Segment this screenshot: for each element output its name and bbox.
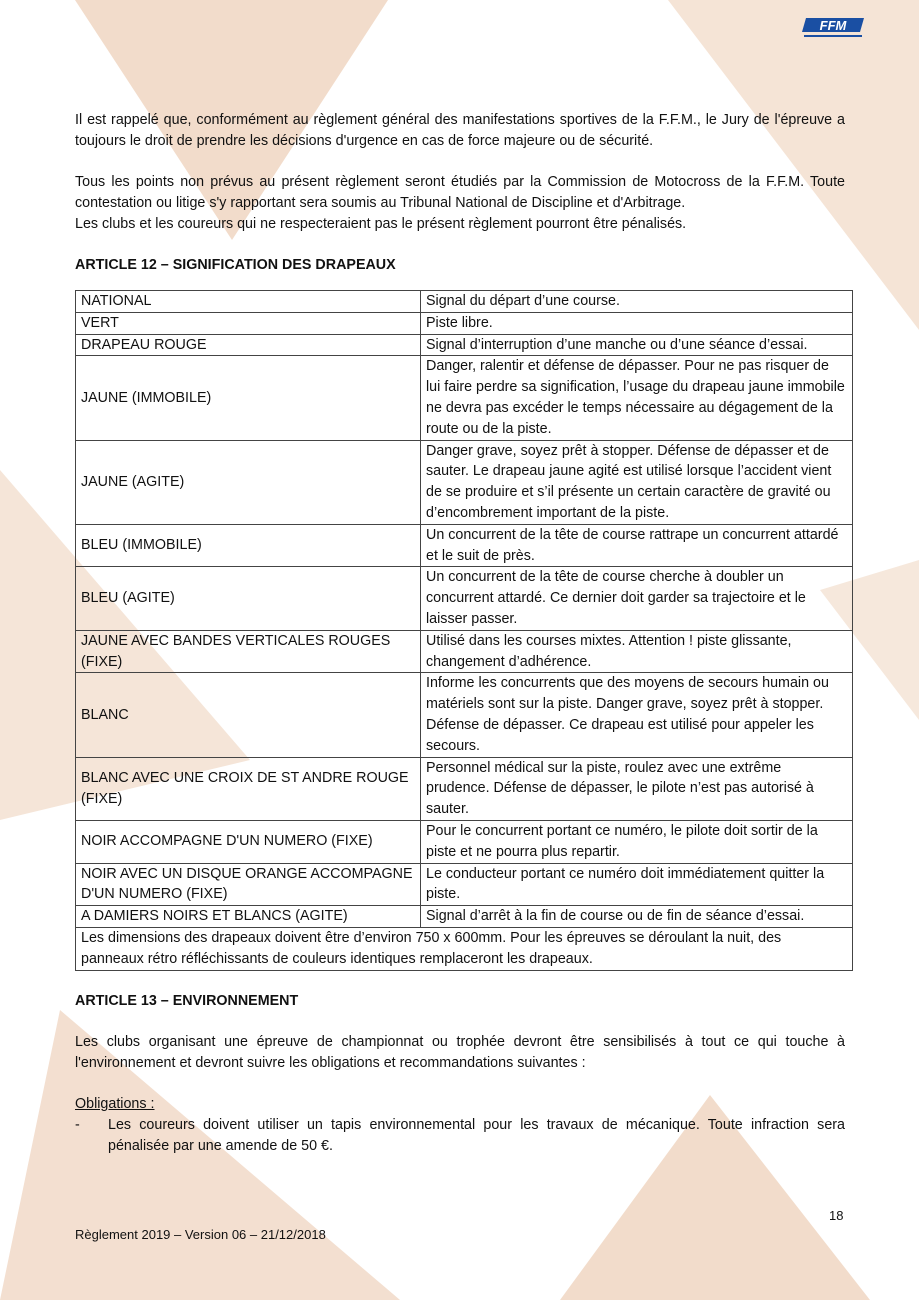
paragraph-jury: Il est rappelé que, conformément au règlement général des manifestations sportives de la F.F.M., le Jury de l'épreuve a toujours le droit de prendre les décisions d'urgence en cas de force majeure ou de sécurité. bbox=[75, 112, 845, 149]
flag-name: JAUNE (AGITE) bbox=[76, 440, 421, 524]
table-row bbox=[76, 863, 853, 906]
flag-meaning: Signal du départ d’une course. bbox=[421, 291, 853, 313]
table-row bbox=[76, 673, 853, 757]
flag-meaning: Signal d’arrêt à la fin de course ou de fin de séance d’essai. bbox=[421, 906, 853, 928]
table-note-row bbox=[76, 927, 853, 970]
table-row bbox=[76, 356, 853, 440]
flag-meaning: Un concurrent de la tête de course cherche à doubler un concurrent attardé. Ce dernier doit garder sa trajectoire et le laisser passer. bbox=[421, 567, 853, 630]
flag-meaning: Utilisé dans les courses mixtes. Attention ! piste glissante, changement d’adhérence. bbox=[421, 630, 853, 673]
obligation-text: Les coureurs doivent utiliser un tapis environnemental pour les travaux de mécanique. Toute infraction sera pénalisée par une amende de 50 €. bbox=[108, 1116, 845, 1154]
document-body bbox=[75, 110, 845, 1157]
flag-dimensions-note: Les dimensions des drapeaux doivent être d’environ 750 x 600mm. Pour les épreuves se déroulant la nuit, des panneaux rétro réfléchissants de couleurs identiques remplaceront les drapeaux. bbox=[76, 927, 853, 970]
flag-meaning: Danger grave, soyez prêt à stopper. Défense de dépasser et de sauter. Le drapeau jaune agité est utilisé lorsque l’accident vient de se produire et s’il présente un certain caractère de gravité ou d’encombrement important de la piste. bbox=[421, 440, 853, 524]
table-row bbox=[76, 906, 853, 928]
paragraph-commission: Tous les points non prévus au présent règlement seront étudiés par la Commission de Motocross de la F.F.M. Toute contestation ou litige s'y rapportant sera soumis au Tribunal National de Discipline et d'Arbitrage. bbox=[75, 174, 845, 211]
table-row bbox=[76, 312, 853, 334]
flag-name: VERT bbox=[76, 312, 421, 334]
list-item bbox=[75, 1115, 845, 1157]
table-row bbox=[76, 567, 853, 630]
flag-meaning: Un concurrent de la tête de course rattrape un concurrent attardé et le suit de près. bbox=[421, 524, 853, 567]
table-row bbox=[76, 757, 853, 820]
table-row bbox=[76, 291, 853, 313]
article-12-title: ARTICLE 12 – SIGNIFICATION DES DRAPEAUX bbox=[75, 257, 396, 273]
flag-name: BLEU (IMMOBILE) bbox=[76, 524, 421, 567]
flag-name: NOIR AVEC UN DISQUE ORANGE ACCOMPAGNE D'UN NUMERO (FIXE) bbox=[76, 863, 421, 906]
bullet-dash: - bbox=[75, 1116, 80, 1133]
table-row bbox=[76, 440, 853, 524]
flag-name: A DAMIERS NOIRS ET BLANCS (AGITE) bbox=[76, 906, 421, 928]
flag-name: BLANC bbox=[76, 673, 421, 757]
footer-version: Règlement 2019 – Version 06 – 21/12/2018 bbox=[75, 1227, 326, 1242]
flag-name: BLANC AVEC UNE CROIX DE ST ANDRE ROUGE (FIXE) bbox=[76, 757, 421, 820]
flag-name: JAUNE (IMMOBILE) bbox=[76, 356, 421, 440]
page-number: 18 bbox=[829, 1208, 844, 1223]
paragraph-environment-intro: Les clubs organisant une épreuve de championnat ou trophée devront être sensibilisés à tout ce qui touche à l'environnement et devront suivre les obligations et recommandations suivantes : bbox=[75, 1033, 845, 1071]
flag-name: NOIR ACCOMPAGNE D'UN NUMERO (FIXE) bbox=[76, 820, 421, 863]
flag-meaning: Le conducteur portant ce numéro doit immédiatement quitter la piste. bbox=[421, 863, 853, 906]
flag-name: BLEU (AGITE) bbox=[76, 567, 421, 630]
flag-name: JAUNE AVEC BANDES VERTICALES ROUGES (FIXE) bbox=[76, 630, 421, 673]
flag-meaning: Piste libre. bbox=[421, 312, 853, 334]
flag-meaning: Pour le concurrent portant ce numéro, le pilote doit sortir de la piste et ne pourra plus repartir. bbox=[421, 820, 853, 863]
flag-meaning: Danger, ralentir et défense de dépasser. Pour ne pas risquer de lui faire perdre sa signification, l’usage du drapeau jaune immobile ne devra pas excéder le temps nécessaire au dégagement de la route ou de la piste. bbox=[421, 356, 853, 440]
obligations-label: Obligations : bbox=[75, 1095, 155, 1112]
paragraph-sanctions: Les clubs et les coureurs qui ne respecteraient pas le présent règlement pourront être pénalisés. bbox=[75, 216, 687, 232]
flag-meaning: Personnel médical sur la piste, roulez avec une extrême prudence. Défense de dépasser, le pilote n’est pas autorisé à sauter. bbox=[421, 757, 853, 820]
flag-name: DRAPEAU ROUGE bbox=[76, 334, 421, 356]
table-row bbox=[76, 630, 853, 673]
logo-text: FFM bbox=[819, 18, 847, 33]
flag-meaning: Signal d’interruption d’une manche ou d’une séance d’essai. bbox=[421, 334, 853, 356]
table-row bbox=[76, 524, 853, 567]
flag-meaning: Informe les concurrents que des moyens de secours humain ou matériels sont sur la piste. Danger grave, soyez prêt à stopper. Défense de dépasser. Ce drapeau est utilisé pour appeler les secours. bbox=[421, 673, 853, 757]
table-row bbox=[76, 334, 853, 356]
article-13-title: ARTICLE 13 – ENVIRONNEMENT bbox=[75, 992, 299, 1009]
flags-table bbox=[75, 290, 853, 971]
flag-name: NATIONAL bbox=[76, 291, 421, 313]
ffm-logo bbox=[800, 16, 866, 40]
table-row bbox=[76, 820, 853, 863]
